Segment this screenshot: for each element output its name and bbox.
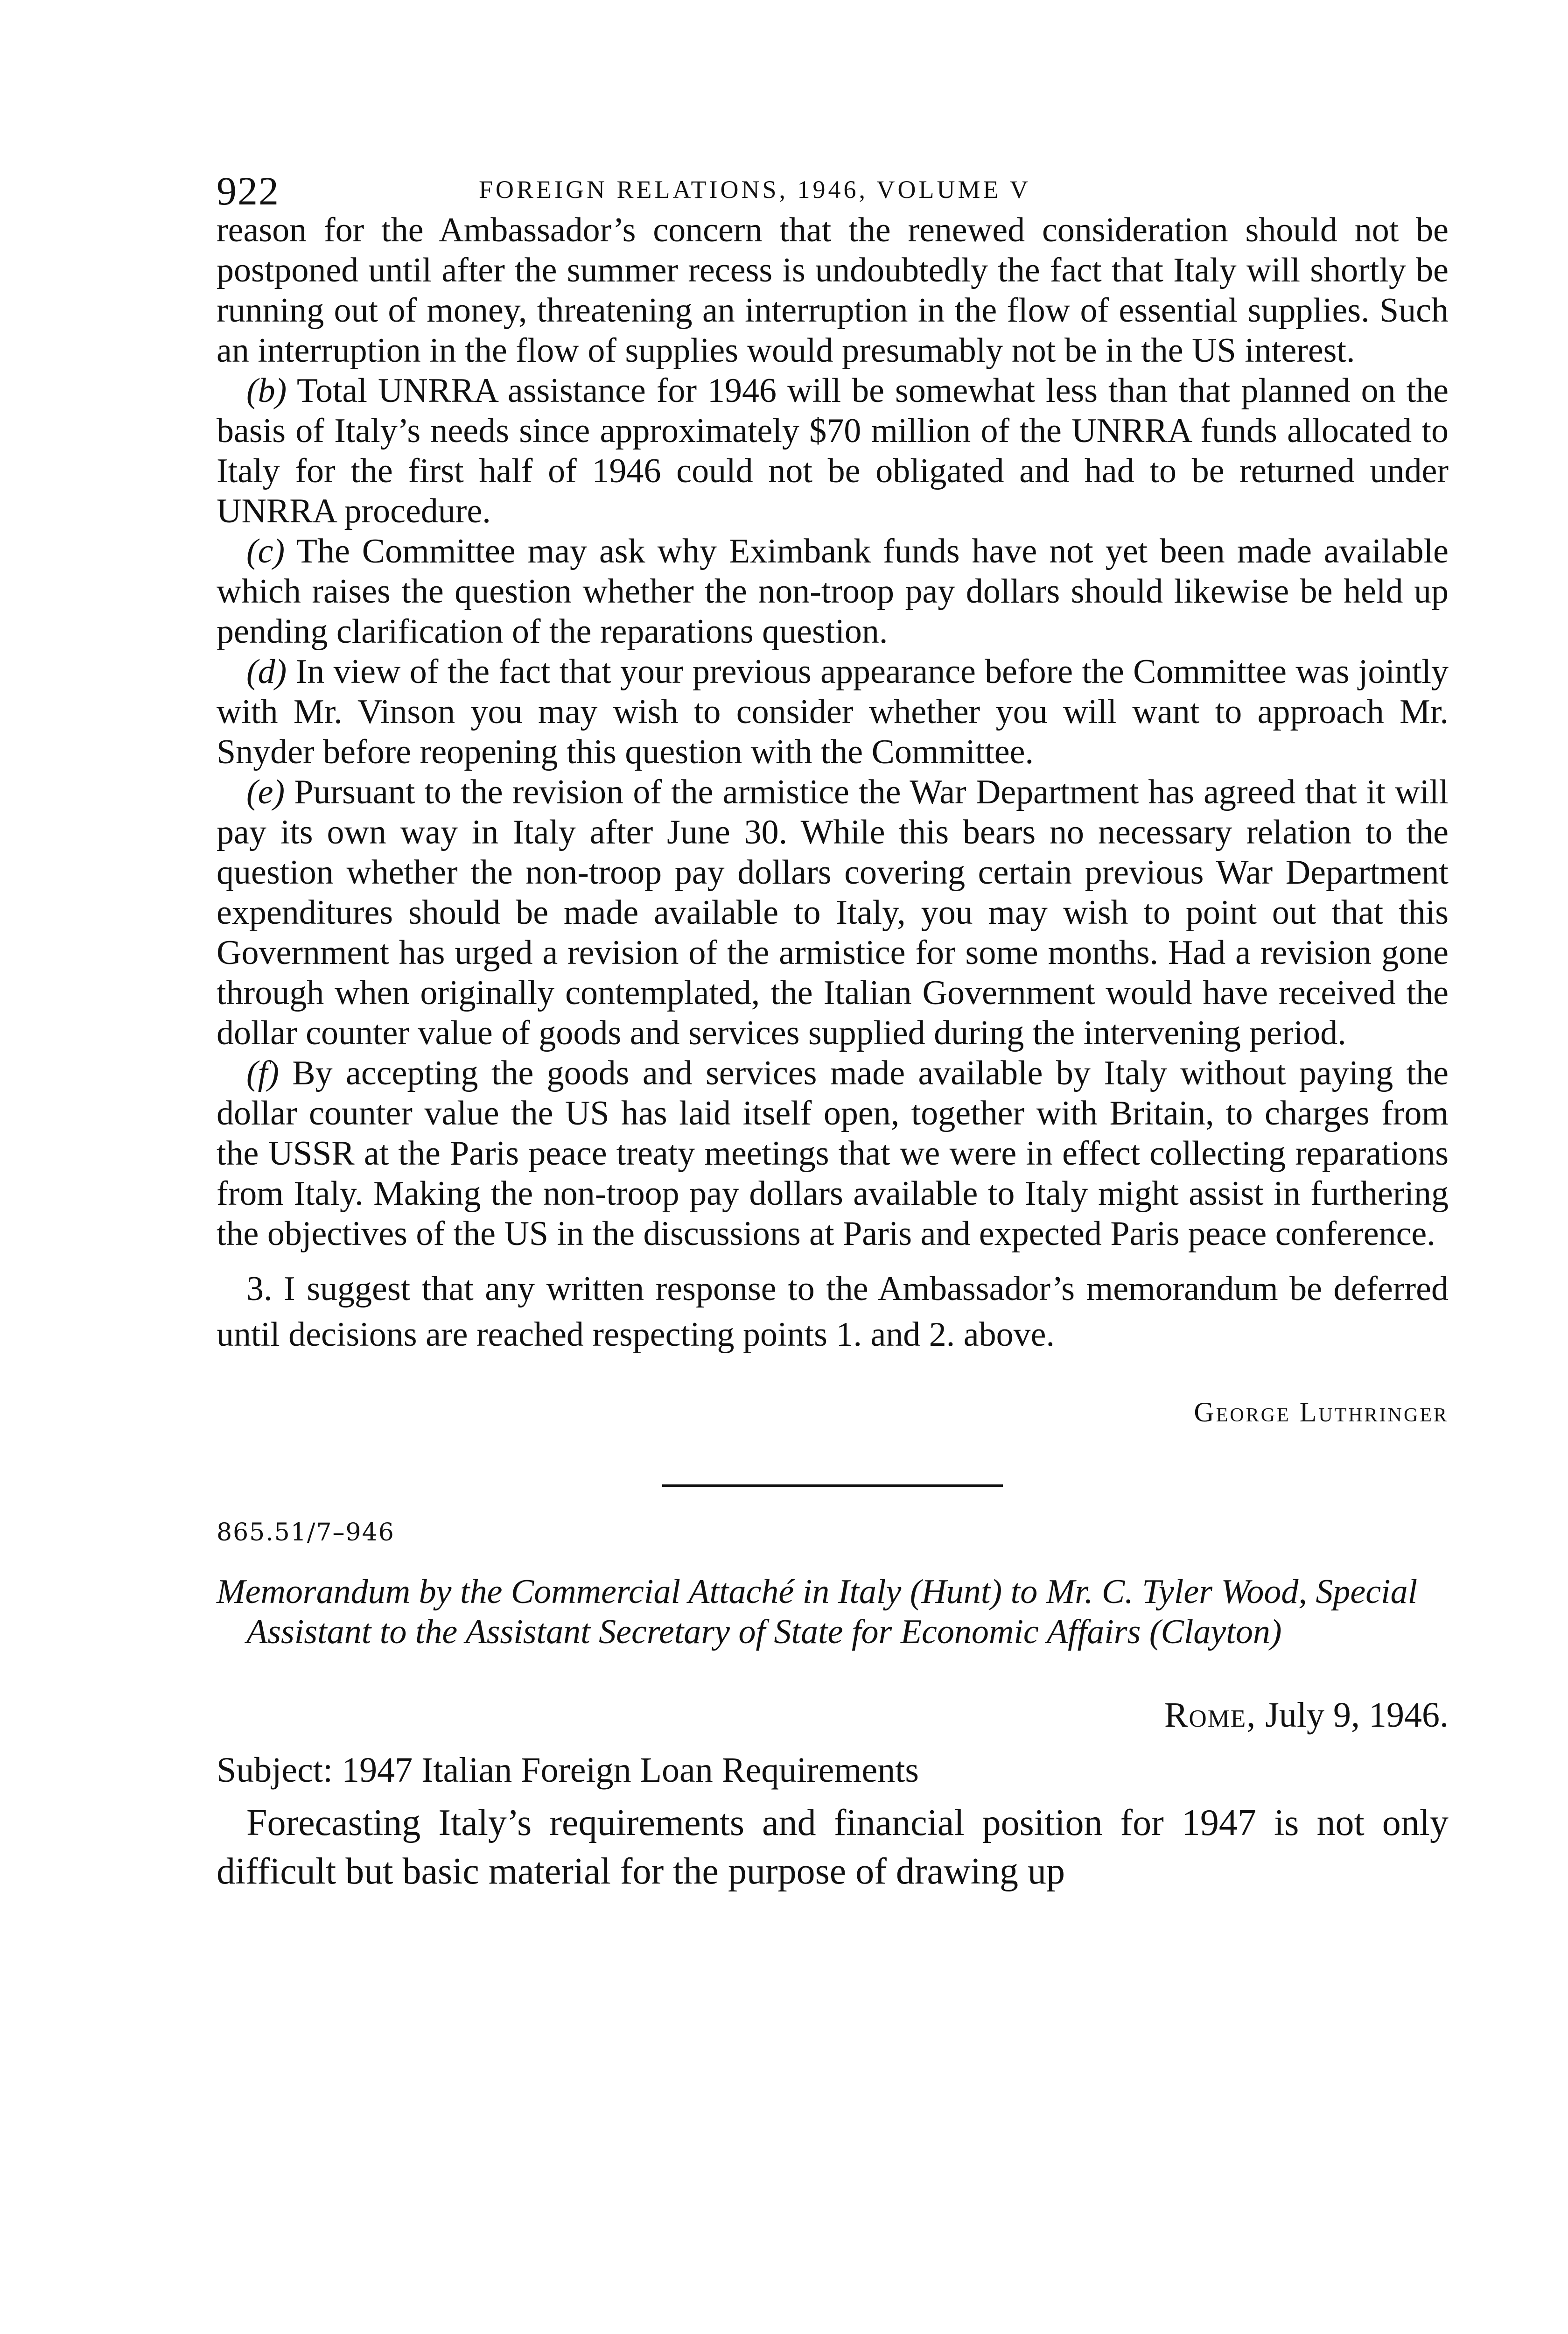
item-e-paragraph <box>217 772 1449 1053</box>
page-number: 922 <box>217 169 280 213</box>
item-d-paragraph <box>217 652 1449 772</box>
dateline-place: Rome, <box>1164 1695 1257 1735</box>
forecast-paragraph: Forecasting Italy’s requirements and financial position for 1947 is not only difficult but basic material for the purpose of drawing up <box>217 1802 1449 1892</box>
signature: George Luthringer <box>1194 1397 1449 1427</box>
item-c-paragraph <box>217 531 1449 652</box>
item-d-text: In view of the fact that your previous appearance before the Committee was jointly with Mr. Vinson you may wish to consider whether you will want to approach Mr. Snyder before reopening this question with the Committee. <box>217 653 1449 771</box>
subject-line: Subject: 1947 Italian Foreign Loan Requirements <box>217 1750 919 1790</box>
item-c-letter: (c) <box>246 532 285 570</box>
item-b-letter: (b) <box>246 372 287 410</box>
memo-body <box>217 210 1449 1254</box>
dateline-date: July 9, 1946. <box>1256 1695 1449 1735</box>
item-b-paragraph <box>217 371 1449 531</box>
document-page <box>217 154 1449 1933</box>
document-title: Memorandum by the Commercial Attaché in Italy (Hunt) to Mr. C. Tyler Wood, Special Assistant to the Assistant Secretary of State for Economic Affairs (Clayton) <box>217 1573 1418 1651</box>
item-e-text: Pursuant to the revision of the armistice the War Department has agreed that it will pay its own way in Italy after June 30. While this bears no necessary relation to the question whether the non-troop pay dollars covering certain previous War Department expenditures should be made available to Italy, you may wish to point out that this Government has urged a revision of the armistice for some months. Had a revision gone through when originally contemplated, the Italian Government would have received the dollar counter value of goods and services supplied during the intervening period. <box>217 773 1449 1052</box>
item-e-letter: (e) <box>246 773 285 811</box>
item-f-letter: (f) <box>246 1054 279 1092</box>
item-f-paragraph <box>217 1053 1449 1254</box>
item-d-letter: (d) <box>246 653 287 691</box>
item-b-text: Total UNRRA assistance for 1946 will be somewhat less than that planned on the basis of Italy’s needs since approximately $70 million of the UNRRA funds allocated to Italy for the first half of 1946 could not be obligated and had to be returned under UNRRA procedure. <box>217 372 1449 530</box>
dateline <box>217 1695 1449 1735</box>
item-c-text: The Committee may ask why Eximbank funds have not yet been made available which raises the question whether the non-troop pay dollars should likewise be held up pending clarification of the reparations question. <box>217 532 1449 651</box>
page-header <box>217 154 1449 213</box>
point-3-paragraph: 3. I suggest that any written response to the Ambassador’s memorandum be deferred until decisions are reached respecting points 1. and 2. above. <box>217 1270 1449 1354</box>
running-head: FOREIGN RELATIONS, 1946, VOLUME V <box>479 176 1031 204</box>
section-divider <box>662 1484 1003 1487</box>
continuation-paragraph: reason for the Ambassador’s concern that the renewed consideration should not be postponed until after the summer recess is undoubtedly the fact that Italy will shortly be running out of money, threatening an interruption in the flow of essential supplies. Such an interruption in the flow of supplies would presumably not be in the US interest. <box>217 211 1449 370</box>
item-f-text: By accepting the goods and services made available by Italy without paying the dollar counter value the US has laid itself open, together with Britain, to charges from the USSR at the Paris peace treaty meetings that we were in effect collecting reparations from Italy. Making the non-troop pay dollars available to Italy might assist in furthering the objectives of the US in the discussions at Paris and expected Paris peace conference. <box>217 1054 1449 1253</box>
file-number: 865.51/7–946 <box>217 1519 395 1547</box>
